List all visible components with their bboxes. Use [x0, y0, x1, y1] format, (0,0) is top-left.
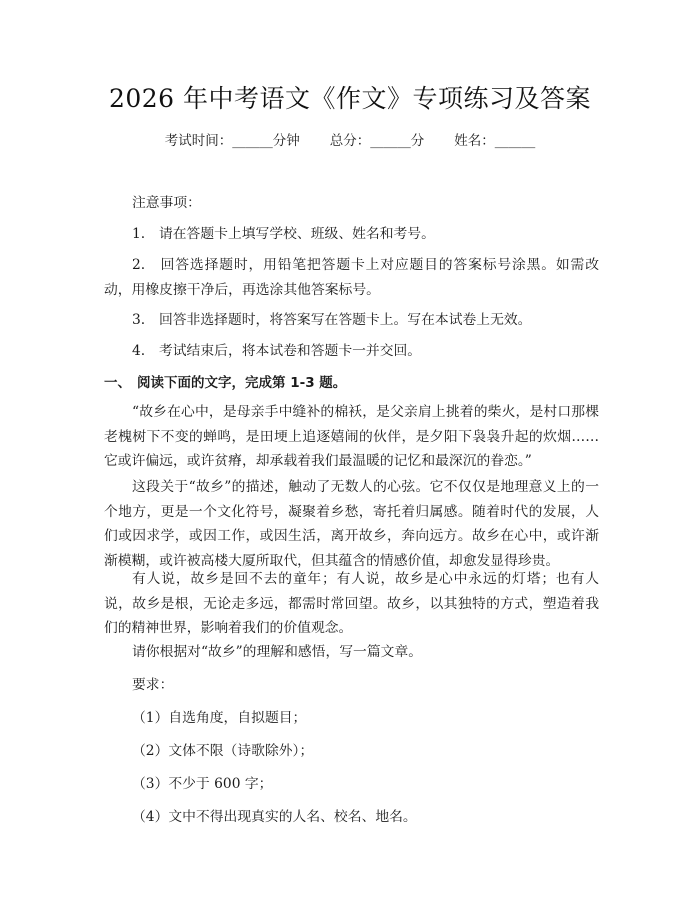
passage-paragraph-3: 有人说，故乡是回不去的童年；有人说，故乡是心中永远的灯塔；也有人说，故乡是根，无论走多远，都需时常回望。故乡，以其独特的方式，塑造着我们的精神世界，影响着我们的价值观念。 — [104, 571, 599, 636]
requirement-1: （1）自选角度，自拟题目； — [132, 710, 307, 726]
exam-info-line — [0, 130, 700, 152]
name-field: 姓名：______ — [454, 133, 536, 149]
writing-prompt: 请你根据对“故乡”的理解和感悟，写一篇文章。 — [132, 644, 423, 660]
notice-item-3: 3. 回答非选择题时，将答案写在答题卡上。写在本试卷上无效。 — [132, 312, 532, 328]
notice-item-4: 4. 考试结束后，将本试卷和答题卡一并交回。 — [132, 343, 422, 359]
passage-paragraph-2: 这段关于“故乡”的描述，触动了无数人的心弦。它不仅仅是地理意义上的一个地方，更是一个文化符号，凝聚着乡愁，寄托着归属感。随着时代的发展，人们或因求学，或因工作，或因生活，离开故乡，奔向远方。故乡在心中，或许渐渐模糊，或许被高楼大厦所取代，但其蕴含的情感价值，却愈发显得珍贵。 — [104, 479, 599, 569]
exam-title: 2026 年中考语文《作文》专项练习及答案 — [108, 84, 592, 113]
section-title: 阅读下面的文字，完成第 1-3 题。 — [137, 375, 347, 391]
requirement-3: （3）不少于 600 字； — [132, 776, 273, 792]
passage-quote: “故乡在心中，是母亲手中缝补的棉袄，是父亲肩上挑着的柴火，是村口那棵老槐树下不变的蝉鸣，是田埂上追逐嬉闹的伙伴，是夕阳下袅袅升起的炊烟……它或许偏远，或许贫瘠，却承载着我们最温暖的记忆和最深沉的眷恋。” — [104, 404, 599, 469]
notice-item-1: 1. 请在答题卡上填写学校、班级、姓名和考号。 — [132, 226, 435, 242]
requirement-4: （4）文中不得出现真实的人名、校名、地名。 — [132, 809, 417, 825]
requirement-2: （2）文体不限（诗歌除外）； — [132, 743, 314, 759]
requirements-heading: 要求： — [132, 677, 174, 693]
total-score-field: 总分：______分 — [329, 133, 425, 149]
notice-heading: 注意事项： — [132, 195, 201, 211]
exam-time-field: 考试时间：______分钟 — [164, 133, 300, 149]
section-heading — [104, 372, 346, 394]
section-number: 一、 — [104, 375, 131, 391]
notice-item-2: 2. 回答选择题时，用铅笔把答题卡上对应题目的答案标号涂黑。如需改动，用橡皮擦干净后，再选涂其他答案标号。 — [104, 257, 599, 298]
